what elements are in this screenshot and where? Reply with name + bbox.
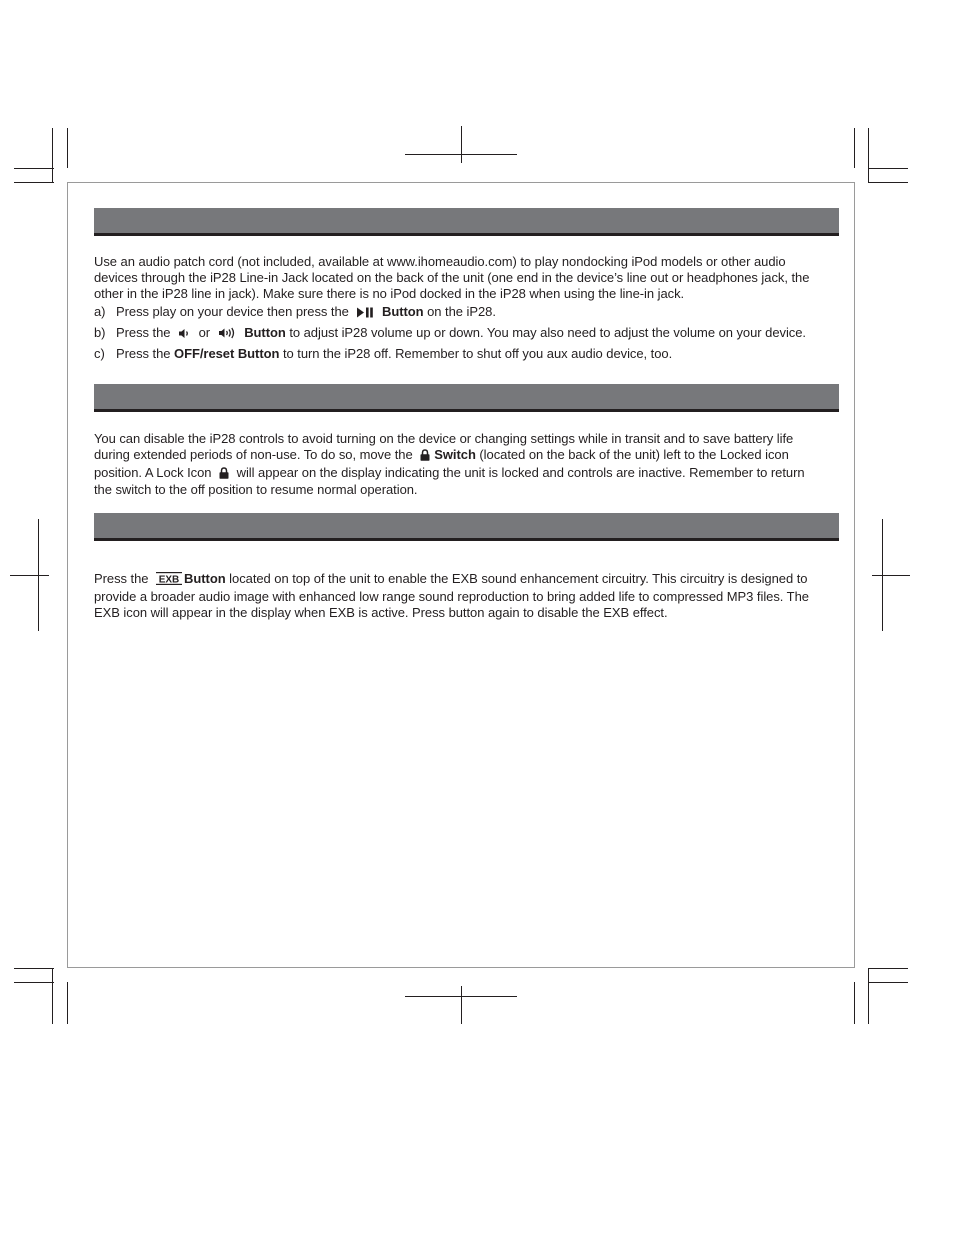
section-header-bar-exb [94,513,839,541]
section-lock [94,431,826,498]
exb-paragraph: Press the EXB Button located on top of the unit to enable the EXB sound enhancement circuitry. This circuitry is designed to provide a broader audio image with enhanced low range sound reproduction to bring added life to compressed MP3 files. The EXB icon will appear in the display when EXB is active. Press button again to disable the EXB effect. [94,571,809,620]
volume-up-icon [218,327,237,343]
list-item-b: b) Press the or Button to adjust iP28 volume up or down. You may also need to adjust the volume on your device. [94,325,826,343]
lock-icon [420,449,430,465]
svg-text:EXB: EXB [158,574,180,585]
lock-icon [219,467,229,483]
play-pause-icon [356,306,374,322]
section-header-bar-line-in [94,208,839,236]
exb-icon [156,572,182,589]
section-line-in [94,254,826,362]
section-header-bar-lock [94,384,839,412]
section-exb [94,571,826,620]
list-item-a: a) Press play on your device then press the Button on the iP28. [94,304,826,322]
line-in-intro: Use an audio patch cord (not included, available at www.ihomeaudio.com) to play nondocking iPod models or other audio devices through the iP28 Line-in Jack located on the back of the unit (one end in the device’s line out or headphones jack, the other in the iP28 line in jack). Make sure there is no iPod docked in the iP28 when using the line-in jack. [94,254,810,301]
list-item-c: c) Press the OFF/reset Button to turn the iP28 off. Remember to shut off you aux audio device, too. [94,345,673,361]
volume-down-icon [178,327,191,343]
lock-paragraph: You can disable the iP28 controls to avoid turning on the device or changing settings while in transit and to save battery life during extended periods of non-use. To do so, move the Switch (located on the back of the unit) left to the Locked icon position. A Lock Icon will appear on the display indicating the unit is locked and controls are inactive. Remember to return the switch to the off position to resume normal operation. [94,431,805,498]
